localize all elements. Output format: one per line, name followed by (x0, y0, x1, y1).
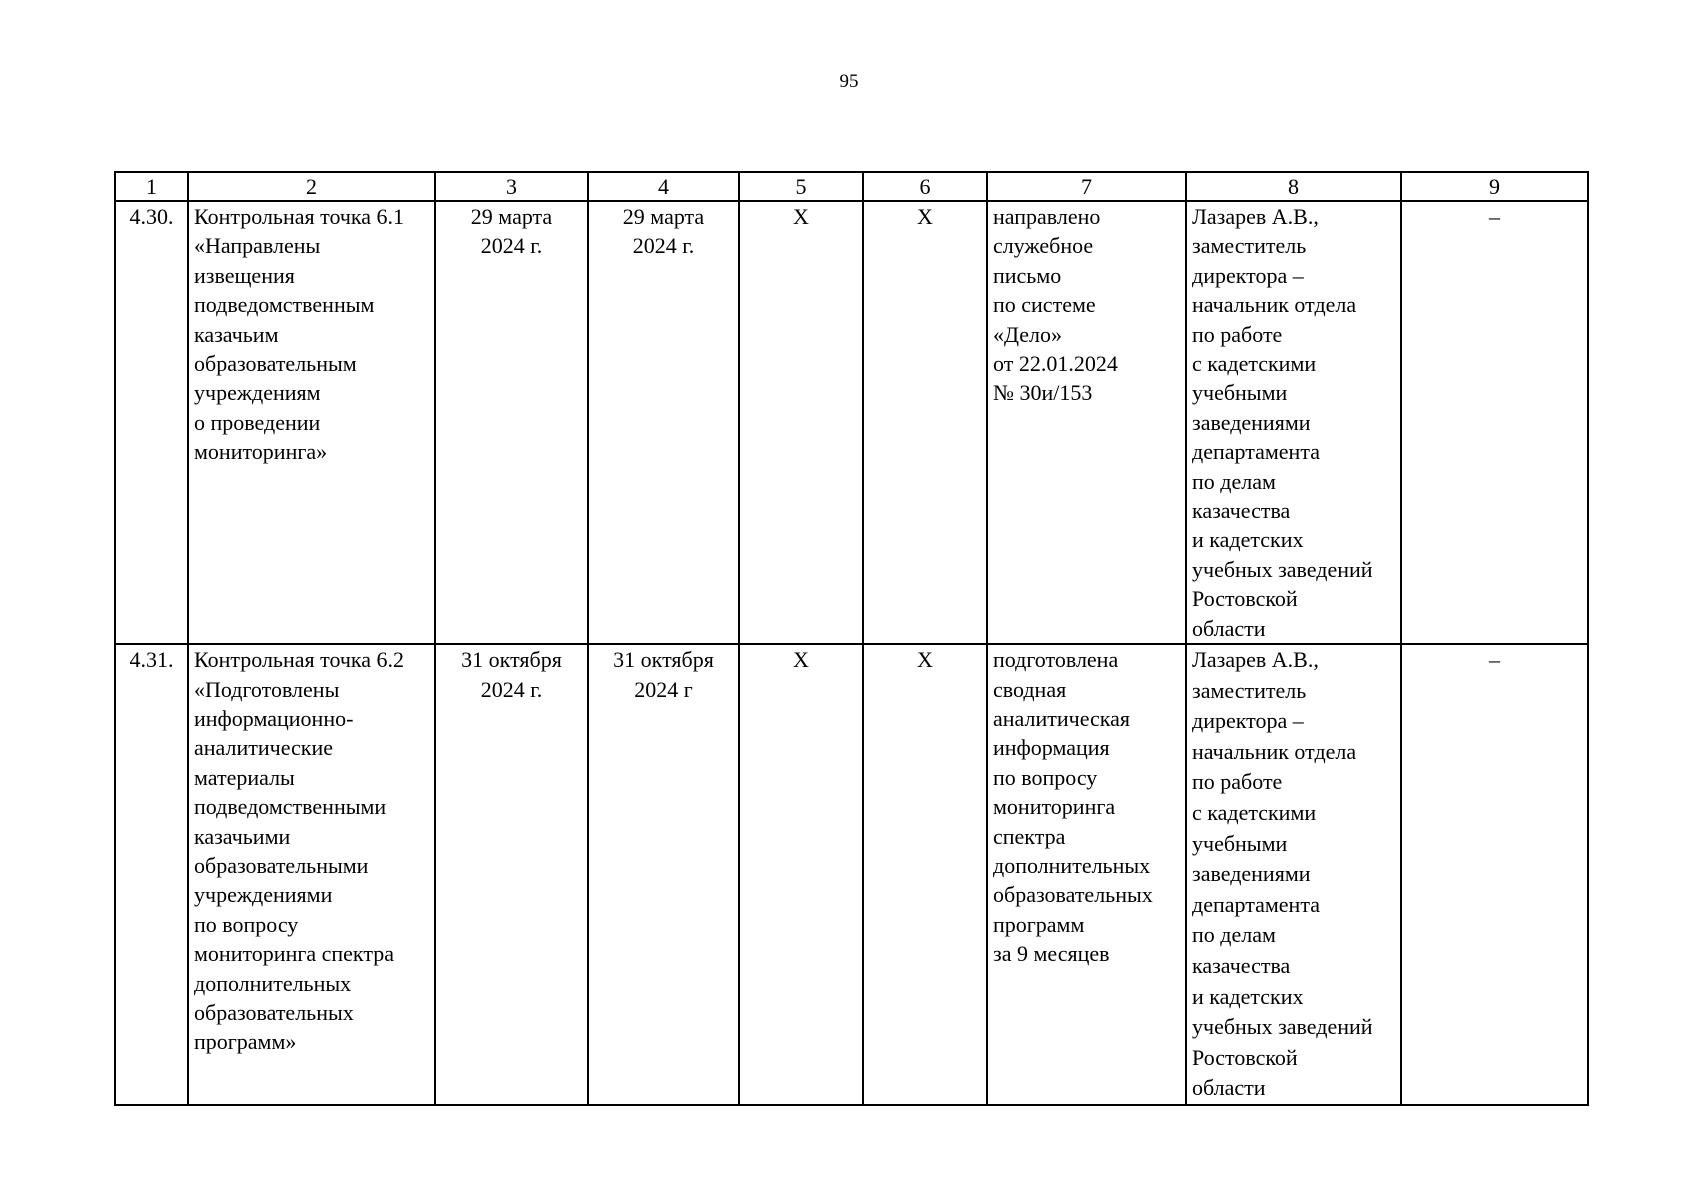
col-6-mark (863, 201, 987, 644)
row-number (115, 201, 188, 644)
row-number (115, 644, 188, 1105)
col-9-value (1401, 201, 1588, 644)
col-6-mark-text: Х (917, 204, 933, 229)
control-point-name (188, 644, 435, 1105)
col-9-value-text: – (1489, 204, 1500, 229)
page-number: 95 (839, 71, 859, 92)
result-description-text: направлено служебное письмо по системе «Дело» от 22.01.2024 № 30и/153 (993, 204, 1118, 406)
row-number-text: 4.31. (129, 647, 174, 673)
header-col-7: 7 (987, 172, 1186, 201)
header-col-1: 1 (115, 172, 188, 201)
col-5-mark-text: Х (793, 204, 809, 229)
col-9-value-text: – (1489, 647, 1500, 673)
actual-date-text: 29 марта 2024 г. (622, 204, 705, 259)
header-row (115, 172, 1588, 201)
planned-date (435, 201, 588, 644)
table-header (115, 172, 1588, 201)
col-5-mark (739, 201, 863, 644)
planned-date-text: 29 марта 2024 г. (470, 204, 553, 259)
responsible-executor-text: Лазарев А.В., заместитель директора – начальник отдела по работе с кадетскими учебными заведениями департамента по делам казачества и кадетских учебных заведений Ростовской области (1192, 204, 1373, 641)
col-9-value (1401, 644, 1588, 1105)
header-col-6: 6 (863, 172, 987, 201)
actual-date (588, 201, 739, 644)
responsible-executor (1186, 201, 1401, 644)
responsible-executor (1186, 644, 1401, 1105)
control-point-name-text: Контрольная точка 6.2 «Подготовлены информационно- аналитические материалы подведомственными казачьими образовательными учреждениями по вопросу мониторинга спектра дополнительных образовательных программ» (194, 647, 405, 1055)
col-5-mark (739, 644, 863, 1105)
row-number-text: 4.30. (129, 204, 174, 229)
table-row (115, 201, 1588, 644)
responsible-executor-text: Лазарев А.В., заместитель директора – начальник отдела по работе с кадетскими учебными заведениями департамента по делам казачества и кадетских учебных заведений Ростовской области (1192, 647, 1373, 1101)
actual-date-text: 31 октября 2024 г (613, 647, 714, 702)
result-description (987, 201, 1186, 644)
header-col-9: 9 (1401, 172, 1588, 201)
table-row (115, 644, 1588, 1105)
col-6-mark (863, 644, 987, 1105)
report-table (114, 171, 1589, 1106)
planned-date (435, 644, 588, 1105)
planned-date-text: 31 октября 2024 г. (461, 647, 562, 702)
result-description-text: подготовлена сводная аналитическая информация по вопросу мониторинга спектра дополнительных образовательных программ за 9 месяцев (993, 647, 1153, 967)
actual-date (588, 644, 739, 1105)
col-6-mark-text: Х (917, 647, 933, 673)
header-col-2: 2 (188, 172, 435, 201)
control-point-name-text: Контрольная точка 6.1 «Направлены извещения подведомственным казачьим образовательным учреждениям о проведении мониторинга» (194, 204, 405, 465)
header-col-8: 8 (1186, 172, 1401, 201)
result-description (987, 644, 1186, 1105)
header-col-5: 5 (739, 172, 863, 201)
header-col-4: 4 (588, 172, 739, 201)
header-col-3: 3 (435, 172, 588, 201)
col-5-mark-text: Х (793, 647, 809, 673)
control-point-name (188, 201, 435, 644)
